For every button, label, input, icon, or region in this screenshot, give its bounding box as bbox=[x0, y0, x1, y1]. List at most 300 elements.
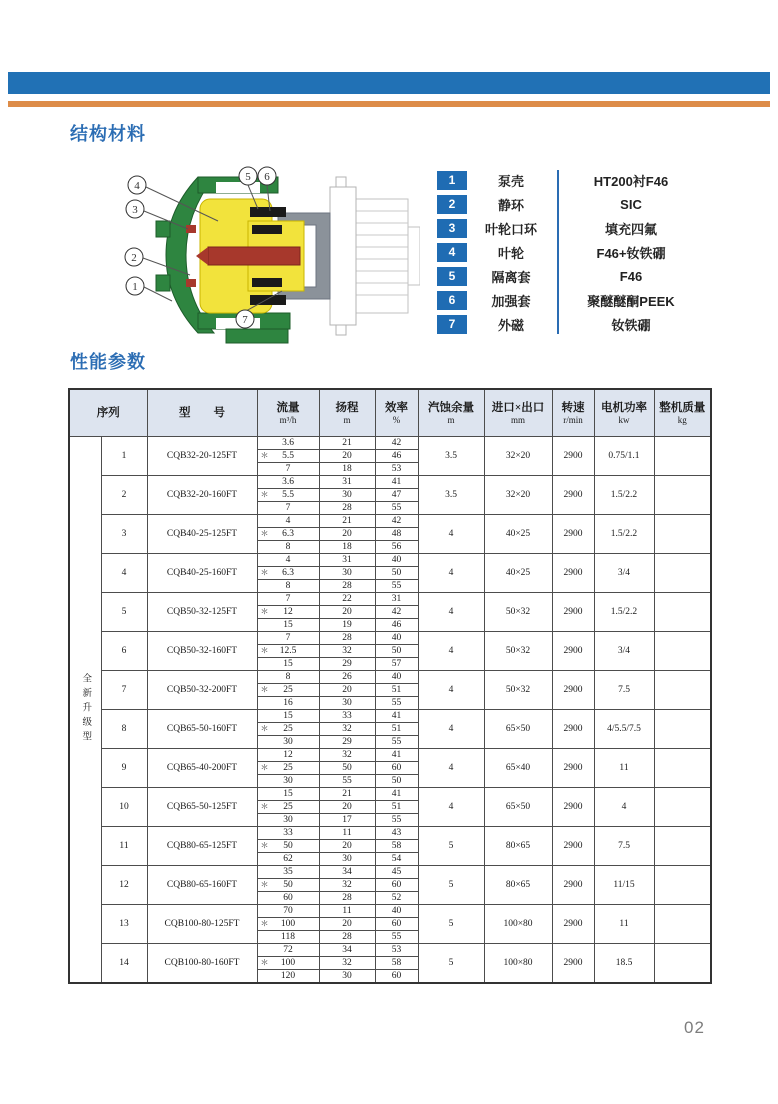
power-value: 11/15 bbox=[594, 866, 654, 905]
power-value: 1.5/2.2 bbox=[594, 476, 654, 515]
material-row bbox=[437, 168, 749, 192]
model-name: CQB40-25-160FT bbox=[147, 554, 257, 593]
rated-point-mark: ＊ bbox=[260, 763, 269, 772]
ports-value: 65×40 bbox=[484, 749, 552, 788]
efficiency-value: 51 bbox=[375, 684, 418, 697]
efficiency-value: 40 bbox=[375, 671, 418, 684]
power-value: 11 bbox=[594, 905, 654, 944]
part-material: F46 bbox=[619, 268, 643, 284]
flow-value: ＊ 100 bbox=[257, 918, 319, 931]
power-value: 4/5.5/7.5 bbox=[594, 710, 654, 749]
row-index: 4 bbox=[101, 554, 147, 593]
materials-table bbox=[437, 168, 749, 336]
speed-value: 2900 bbox=[552, 437, 594, 476]
part-name: 叶轮 bbox=[497, 245, 524, 261]
table-row bbox=[69, 632, 711, 645]
flow-value: 72 bbox=[257, 944, 319, 957]
flow-value: 30 bbox=[257, 775, 319, 788]
part-number-badge: 7 bbox=[437, 315, 467, 334]
efficiency-value: 42 bbox=[375, 606, 418, 619]
model-name: CQB32-20-160FT bbox=[147, 476, 257, 515]
flow-value: 15 bbox=[257, 658, 319, 671]
head-value: 28 bbox=[319, 632, 375, 645]
head-value: 34 bbox=[319, 944, 375, 957]
speed-value: 2900 bbox=[552, 944, 594, 984]
flow-value: 3.6 bbox=[257, 476, 319, 489]
efficiency-value: 40 bbox=[375, 632, 418, 645]
flow-value: 8 bbox=[257, 580, 319, 593]
efficiency-value: 53 bbox=[375, 463, 418, 476]
callout-7: 7 bbox=[242, 314, 248, 326]
head-value: 29 bbox=[319, 736, 375, 749]
weight-value bbox=[654, 671, 711, 710]
efficiency-value: 41 bbox=[375, 710, 418, 723]
rated-point-mark: ＊ bbox=[260, 529, 269, 538]
flow-value: ＊ 100 bbox=[257, 957, 319, 970]
model-name: CQB80-65-160FT bbox=[147, 866, 257, 905]
table-row bbox=[69, 554, 711, 567]
material-row bbox=[437, 240, 749, 264]
material-row bbox=[437, 216, 749, 240]
rated-point-mark: ＊ bbox=[260, 607, 269, 616]
power-value: 3/4 bbox=[594, 632, 654, 671]
callout-4: 4 bbox=[134, 180, 140, 192]
head-value: 30 bbox=[319, 697, 375, 710]
head-value: 26 bbox=[319, 671, 375, 684]
flow-value: 4 bbox=[257, 554, 319, 567]
flow-value: 8 bbox=[257, 541, 319, 554]
npsh-value: 4 bbox=[418, 593, 484, 632]
header-primary-bar bbox=[8, 72, 770, 94]
efficiency-value: 46 bbox=[375, 450, 418, 463]
head-value: 28 bbox=[319, 502, 375, 515]
table-row bbox=[69, 437, 711, 450]
rated-point-mark: ＊ bbox=[260, 919, 269, 928]
power-value: 4 bbox=[594, 788, 654, 827]
ports-value: 80×65 bbox=[484, 827, 552, 866]
efficiency-value: 50 bbox=[375, 645, 418, 658]
material-row bbox=[437, 264, 749, 288]
efficiency-value: 47 bbox=[375, 489, 418, 502]
table-row bbox=[69, 710, 711, 723]
head-value: 32 bbox=[319, 879, 375, 892]
part-number-badge: 1 bbox=[437, 171, 467, 190]
row-index: 7 bbox=[101, 671, 147, 710]
header-accent-bar bbox=[8, 101, 770, 107]
part-material: F46+钕铁硼 bbox=[596, 245, 666, 261]
efficiency-value: 41 bbox=[375, 749, 418, 762]
power-value: 18.5 bbox=[594, 944, 654, 984]
part-name: 隔离套 bbox=[491, 269, 531, 285]
model-name: CQB65-50-160FT bbox=[147, 710, 257, 749]
row-index: 2 bbox=[101, 476, 147, 515]
head-value: 20 bbox=[319, 840, 375, 853]
weight-value bbox=[654, 593, 711, 632]
weight-value bbox=[654, 944, 711, 984]
flow-value: 12 bbox=[257, 749, 319, 762]
material-row bbox=[437, 312, 749, 336]
efficiency-value: 60 bbox=[375, 879, 418, 892]
npsh-value: 4 bbox=[418, 710, 484, 749]
efficiency-value: 46 bbox=[375, 619, 418, 632]
efficiency-value: 55 bbox=[375, 502, 418, 515]
efficiency-value: 55 bbox=[375, 931, 418, 944]
row-index: 6 bbox=[101, 632, 147, 671]
flow-value: 7 bbox=[257, 632, 319, 645]
head-value: 18 bbox=[319, 541, 375, 554]
row-index: 14 bbox=[101, 944, 147, 984]
upgrade-type-text: 全新升级型 bbox=[80, 673, 92, 746]
flow-value: 30 bbox=[257, 814, 319, 827]
flow-value: 118 bbox=[257, 931, 319, 944]
head-value: 17 bbox=[319, 814, 375, 827]
head-value: 28 bbox=[319, 892, 375, 905]
efficiency-value: 58 bbox=[375, 840, 418, 853]
efficiency-value: 42 bbox=[375, 515, 418, 528]
flow-value: ＊ 25 bbox=[257, 723, 319, 736]
efficiency-value: 52 bbox=[375, 892, 418, 905]
head-value: 30 bbox=[319, 567, 375, 580]
head-value: 22 bbox=[319, 593, 375, 606]
efficiency-value: 60 bbox=[375, 970, 418, 984]
model-name: CQB50-32-160FT bbox=[147, 632, 257, 671]
npsh-value: 4 bbox=[418, 788, 484, 827]
power-value: 7.5 bbox=[594, 671, 654, 710]
efficiency-value: 50 bbox=[375, 775, 418, 788]
ports-value: 32×20 bbox=[484, 437, 552, 476]
efficiency-value: 48 bbox=[375, 528, 418, 541]
efficiency-value: 40 bbox=[375, 905, 418, 918]
rated-point-mark: ＊ bbox=[260, 724, 269, 733]
performance-table bbox=[68, 388, 712, 984]
flow-value: 7 bbox=[257, 593, 319, 606]
row-index: 12 bbox=[101, 866, 147, 905]
weight-value bbox=[654, 632, 711, 671]
efficiency-value: 31 bbox=[375, 593, 418, 606]
weight-value bbox=[654, 827, 711, 866]
row-index: 13 bbox=[101, 905, 147, 944]
head-value: 32 bbox=[319, 645, 375, 658]
part-name: 泵壳 bbox=[497, 173, 524, 189]
table-row bbox=[69, 749, 711, 762]
col-header-seq: 序列 bbox=[69, 389, 147, 437]
power-value: 11 bbox=[594, 749, 654, 788]
row-index: 3 bbox=[101, 515, 147, 554]
model-name: CQB100-80-160FT bbox=[147, 944, 257, 984]
col-header-ports: 进口×出口 mm bbox=[484, 389, 552, 437]
head-value: 30 bbox=[319, 489, 375, 502]
head-value: 20 bbox=[319, 450, 375, 463]
efficiency-value: 55 bbox=[375, 697, 418, 710]
col-header-model: 型 号 bbox=[147, 389, 257, 437]
head-value: 28 bbox=[319, 931, 375, 944]
part-number-badge: 2 bbox=[437, 195, 467, 214]
rated-point-mark: ＊ bbox=[260, 802, 269, 811]
callout-2: 2 bbox=[131, 252, 137, 264]
flow-value: 33 bbox=[257, 827, 319, 840]
col-header-weight: 整机质量 kg bbox=[654, 389, 711, 437]
table-row bbox=[69, 944, 711, 957]
npsh-value: 3.5 bbox=[418, 437, 484, 476]
flow-value: ＊ 12 bbox=[257, 606, 319, 619]
flow-value: 70 bbox=[257, 905, 319, 918]
head-value: 30 bbox=[319, 853, 375, 866]
flow-value: ＊ 5.5 bbox=[257, 450, 319, 463]
materials-section-title: 结构材料 bbox=[70, 124, 146, 144]
rated-point-mark: ＊ bbox=[260, 880, 269, 889]
npsh-value: 4 bbox=[418, 749, 484, 788]
head-value: 21 bbox=[319, 515, 375, 528]
part-material: 填充四氟 bbox=[604, 221, 657, 237]
efficiency-value: 51 bbox=[375, 723, 418, 736]
head-value: 20 bbox=[319, 606, 375, 619]
model-name: CQB50-32-125FT bbox=[147, 593, 257, 632]
efficiency-value: 60 bbox=[375, 918, 418, 931]
ports-value: 50×32 bbox=[484, 671, 552, 710]
npsh-value: 4 bbox=[418, 515, 484, 554]
table-row bbox=[69, 788, 711, 801]
head-value: 50 bbox=[319, 762, 375, 775]
weight-value bbox=[654, 554, 711, 593]
speed-value: 2900 bbox=[552, 749, 594, 788]
npsh-value: 4 bbox=[418, 632, 484, 671]
efficiency-value: 55 bbox=[375, 814, 418, 827]
rated-point-mark: ＊ bbox=[260, 490, 269, 499]
part-material: SIC bbox=[620, 196, 642, 212]
flow-value: 7 bbox=[257, 463, 319, 476]
efficiency-value: 50 bbox=[375, 567, 418, 580]
efficiency-value: 41 bbox=[375, 476, 418, 489]
speed-value: 2900 bbox=[552, 515, 594, 554]
head-value: 28 bbox=[319, 580, 375, 593]
efficiency-value: 54 bbox=[375, 853, 418, 866]
material-row bbox=[437, 288, 749, 312]
head-value: 32 bbox=[319, 957, 375, 970]
speed-value: 2900 bbox=[552, 593, 594, 632]
callout-3: 3 bbox=[132, 204, 138, 216]
weight-value bbox=[654, 788, 711, 827]
efficiency-value: 51 bbox=[375, 801, 418, 814]
speed-value: 2900 bbox=[552, 866, 594, 905]
flow-value: 15 bbox=[257, 619, 319, 632]
npsh-value: 5 bbox=[418, 905, 484, 944]
head-value: 30 bbox=[319, 970, 375, 984]
speed-value: 2900 bbox=[552, 710, 594, 749]
weight-value bbox=[654, 476, 711, 515]
head-value: 20 bbox=[319, 801, 375, 814]
npsh-value: 5 bbox=[418, 827, 484, 866]
flow-value: 60 bbox=[257, 892, 319, 905]
weight-value bbox=[654, 905, 711, 944]
model-name: CQB50-32-200FT bbox=[147, 671, 257, 710]
flow-value: ＊ 5.5 bbox=[257, 489, 319, 502]
col-header-speed: 转速 r/min bbox=[552, 389, 594, 437]
part-name: 叶轮口环 bbox=[484, 221, 537, 237]
ports-value: 80×65 bbox=[484, 866, 552, 905]
npsh-value: 5 bbox=[418, 866, 484, 905]
head-value: 11 bbox=[319, 905, 375, 918]
page-number: 02 bbox=[684, 1018, 705, 1037]
part-name: 外磁 bbox=[497, 317, 524, 333]
col-header-flow: 流量 m³/h bbox=[257, 389, 319, 437]
materials-divider-line bbox=[557, 170, 559, 334]
part-number-badge: 3 bbox=[437, 219, 467, 238]
row-index: 5 bbox=[101, 593, 147, 632]
head-value: 20 bbox=[319, 684, 375, 697]
flow-value: 3.6 bbox=[257, 437, 319, 450]
head-value: 19 bbox=[319, 619, 375, 632]
power-value: 7.5 bbox=[594, 827, 654, 866]
ports-value: 50×32 bbox=[484, 593, 552, 632]
head-value: 55 bbox=[319, 775, 375, 788]
power-value: 1.5/2.2 bbox=[594, 593, 654, 632]
speed-value: 2900 bbox=[552, 476, 594, 515]
speed-value: 2900 bbox=[552, 554, 594, 593]
row-index: 10 bbox=[101, 788, 147, 827]
row-index: 8 bbox=[101, 710, 147, 749]
part-name: 静环 bbox=[497, 197, 524, 213]
model-name: CQB100-80-125FT bbox=[147, 905, 257, 944]
ports-value: 50×32 bbox=[484, 632, 552, 671]
head-value: 20 bbox=[319, 918, 375, 931]
material-row bbox=[437, 192, 749, 216]
efficiency-value: 55 bbox=[375, 736, 418, 749]
table-row bbox=[69, 593, 711, 606]
row-index: 9 bbox=[101, 749, 147, 788]
part-number-badge: 6 bbox=[437, 291, 467, 310]
flow-value: 8 bbox=[257, 671, 319, 684]
speed-value: 2900 bbox=[552, 671, 594, 710]
part-name: 加强套 bbox=[491, 293, 531, 309]
rated-point-mark: ＊ bbox=[260, 685, 269, 694]
efficiency-value: 53 bbox=[375, 944, 418, 957]
flow-value: ＊ 25 bbox=[257, 801, 319, 814]
head-value: 33 bbox=[319, 710, 375, 723]
power-value: 0.75/1.1 bbox=[594, 437, 654, 476]
efficiency-value: 56 bbox=[375, 541, 418, 554]
efficiency-value: 40 bbox=[375, 554, 418, 567]
flow-value: ＊ 50 bbox=[257, 879, 319, 892]
performance-section-title: 性能参数 bbox=[70, 352, 146, 372]
weight-value bbox=[654, 710, 711, 749]
part-material: 聚醚醚酮PEEK bbox=[587, 293, 675, 309]
part-number-badge: 5 bbox=[437, 267, 467, 286]
callout-5: 5 bbox=[245, 171, 251, 183]
npsh-value: 4 bbox=[418, 671, 484, 710]
model-name: CQB65-40-200FT bbox=[147, 749, 257, 788]
head-value: 34 bbox=[319, 866, 375, 879]
head-value: 18 bbox=[319, 463, 375, 476]
efficiency-value: 55 bbox=[375, 580, 418, 593]
table-row bbox=[69, 905, 711, 918]
efficiency-value: 58 bbox=[375, 957, 418, 970]
head-value: 29 bbox=[319, 658, 375, 671]
head-value: 20 bbox=[319, 528, 375, 541]
col-header-npsh: 汽蚀余量 m bbox=[418, 389, 484, 437]
callout-6: 6 bbox=[264, 171, 270, 183]
flow-value: 35 bbox=[257, 866, 319, 879]
efficiency-value: 45 bbox=[375, 866, 418, 879]
efficiency-value: 42 bbox=[375, 437, 418, 450]
speed-value: 2900 bbox=[552, 905, 594, 944]
flow-value: 120 bbox=[257, 970, 319, 984]
flow-value: 16 bbox=[257, 697, 319, 710]
head-value: 11 bbox=[319, 827, 375, 840]
head-value: 21 bbox=[319, 437, 375, 450]
pump-cross-section-diagram bbox=[100, 163, 420, 348]
model-name: CQB40-25-125FT bbox=[147, 515, 257, 554]
table-row bbox=[69, 866, 711, 879]
weight-value bbox=[654, 866, 711, 905]
ports-value: 40×25 bbox=[484, 515, 552, 554]
weight-value bbox=[654, 437, 711, 476]
table-row bbox=[69, 671, 711, 684]
row-index: 1 bbox=[101, 437, 147, 476]
flow-value: ＊ 12.5 bbox=[257, 645, 319, 658]
col-header-efficiency: 效率 % bbox=[375, 389, 418, 437]
power-value: 3/4 bbox=[594, 554, 654, 593]
col-header-power: 电机功率 kw bbox=[594, 389, 654, 437]
head-value: 31 bbox=[319, 476, 375, 489]
col-header-head: 扬程 m bbox=[319, 389, 375, 437]
efficiency-value: 57 bbox=[375, 658, 418, 671]
table-row bbox=[69, 515, 711, 528]
ports-value: 100×80 bbox=[484, 944, 552, 984]
power-value: 1.5/2.2 bbox=[594, 515, 654, 554]
part-material: 钕铁硼 bbox=[611, 317, 651, 333]
npsh-value: 3.5 bbox=[418, 476, 484, 515]
head-value: 21 bbox=[319, 788, 375, 801]
ports-value: 100×80 bbox=[484, 905, 552, 944]
row-index: 11 bbox=[101, 827, 147, 866]
flow-value: ＊ 50 bbox=[257, 840, 319, 853]
flow-value: 15 bbox=[257, 710, 319, 723]
npsh-value: 5 bbox=[418, 944, 484, 984]
head-value: 32 bbox=[319, 749, 375, 762]
rated-point-mark: ＊ bbox=[260, 568, 269, 577]
ports-value: 65×50 bbox=[484, 788, 552, 827]
upgrade-type-label bbox=[69, 437, 101, 984]
speed-value: 2900 bbox=[552, 788, 594, 827]
part-material: HT200衬F46 bbox=[593, 173, 669, 189]
npsh-value: 4 bbox=[418, 554, 484, 593]
performance-header-row bbox=[69, 389, 711, 437]
ports-value: 40×25 bbox=[484, 554, 552, 593]
speed-value: 2900 bbox=[552, 632, 594, 671]
part-number-badge: 4 bbox=[437, 243, 467, 262]
rated-point-mark: ＊ bbox=[260, 451, 269, 460]
callout-1: 1 bbox=[132, 281, 138, 293]
rated-point-mark: ＊ bbox=[260, 841, 269, 850]
flow-value: 7 bbox=[257, 502, 319, 515]
flow-value: 62 bbox=[257, 853, 319, 866]
ports-value: 65×50 bbox=[484, 710, 552, 749]
flow-value: 15 bbox=[257, 788, 319, 801]
flow-value: ＊ 6.3 bbox=[257, 567, 319, 580]
model-name: CQB32-20-125FT bbox=[147, 437, 257, 476]
weight-value bbox=[654, 749, 711, 788]
flow-value: ＊ 25 bbox=[257, 762, 319, 775]
ports-value: 32×20 bbox=[484, 476, 552, 515]
rated-point-mark: ＊ bbox=[260, 646, 269, 655]
efficiency-value: 43 bbox=[375, 827, 418, 840]
flow-value: 30 bbox=[257, 736, 319, 749]
model-name: CQB80-65-125FT bbox=[147, 827, 257, 866]
efficiency-value: 60 bbox=[375, 762, 418, 775]
performance-table-wrap bbox=[68, 388, 712, 984]
speed-value: 2900 bbox=[552, 827, 594, 866]
table-row bbox=[69, 827, 711, 840]
